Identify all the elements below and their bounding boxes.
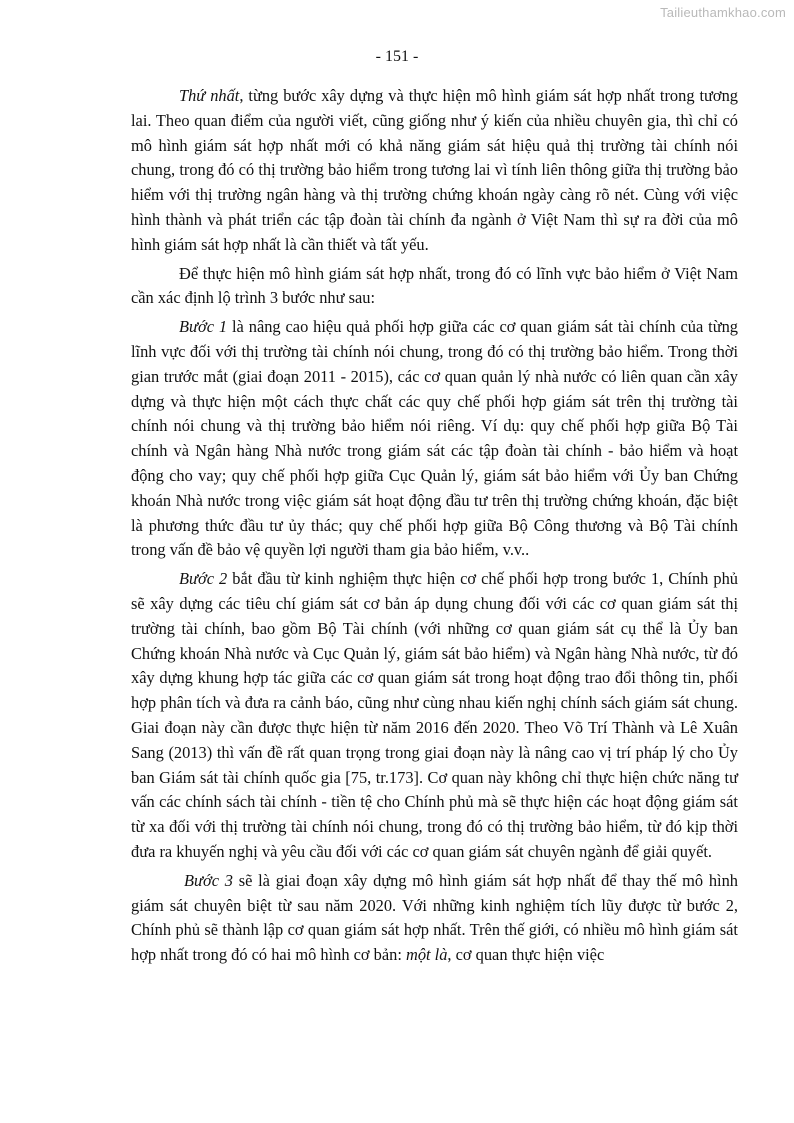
paragraph-tail: , cơ quan thực hiện việc — [447, 945, 605, 965]
paragraph-lo-trinh — [131, 262, 738, 312]
paragraph-buoc-3 — [131, 869, 738, 968]
paragraph-inline-emphasis: một là — [405, 945, 448, 965]
paragraph-text: , từng bước xây dựng và thực hiện mô hình giám sát hợp nhất trong tương lai. Theo quan điểm của người viết, cũng giống như ý kiến của nhiều chuyên gia, thì chỉ có mô hình giám sát hợp nhất mới có khả năng giám sát hiệu quả thị trường tài chính nói chung, trong đó có thị trường bảo hiểm trong tương lai vì tính liên thông giữa thị trường bảo hiểm với thị trường ngân hàng và thị trường chứng khoán ngày càng rõ nét. Cùng với việc hình thành và phát triển các tập đoàn tài chính đa ngành ở Việt Nam thì sự ra đời của mô hình giám sát hợp nhất là cần thiết và tất yếu. — [131, 86, 738, 254]
paragraph-text: bắt đầu từ kinh nghiệm thực hiện cơ chế phối hợp trong bước 1, Chính phủ sẽ xây dựng các tiêu chí giám sát cơ bản áp dụng chung đối với các cơ quan giám sát thị trường tài chính, bao gồm Bộ Tài chính (với những cơ quan giám sát cụ thể là Ủy ban Chứng khoán Nhà nước và Cục Quản lý, giám sát bảo hiểm) và Ngân hàng Nhà nước, từ đó xây dựng khung hợp tác giữa các cơ quan giám sát trong hoạt động trao đổi thông tin, phối hợp phân tích và đưa ra cảnh báo, cũng như cùng nhau kiến nghị chính sách giám sát chung. Giai đoạn này cần được thực hiện từ năm 2016 đến 2020. Theo Võ Trí Thành và Lê Xuân Sang (2013) thì vấn đề rất quan trọng trong giai đoạn này là nâng cao vị trí pháp lý cho Ủy ban Giám sát tài chính quốc gia [75, tr.173]. Cơ quan này không chỉ thực hiện chức năng tư vấn các chính sách tài chính - tiền tệ cho Chính phủ mà sẽ thực hiện các hoạt động giám sát từ xa đối với thị trường tài chính nói chung, trong đó có thị trường bảo hiểm, từ đó kịp thời đưa ra khuyến nghị và yêu cầu đối với các cơ quan giám sát chuyên ngành để giải quyết. — [131, 569, 738, 861]
paragraph-lead: Bước 3 — [184, 870, 233, 890]
watermark: Tailieuthamkhao.com — [660, 5, 786, 20]
page-number: - 151 - — [375, 48, 419, 65]
document-body — [131, 84, 738, 972]
paragraph-lead: Thứ nhất — [179, 86, 240, 105]
paragraph-lead: Bước 2 — [179, 569, 228, 589]
paragraph-text: Để thực hiện mô hình giám sát hợp nhất, trong đó có lĩnh vực bảo hiểm ở Việt Nam cần xác định lộ trình 3 bước như sau: — [131, 263, 738, 308]
paragraph-buoc-2 — [131, 567, 738, 865]
paragraph-buoc-1 — [131, 315, 738, 563]
paragraph-lead: Bước 1 — [179, 317, 228, 337]
paragraph-thu-nhat — [131, 84, 738, 258]
paragraph-text: là nâng cao hiệu quả phối hợp giữa các cơ quan giám sát tài chính của từng lĩnh vực đối với thị trường tài chính nói chung, trong đó có thị trường bảo hiểm. Trong thời gian trước mắt (giai đoạn 2011 - 2015), các cơ quan quản lý nhà nước có liên quan cần xây dựng và thực hiện một cách thực chất các quy chế phối hợp giám sát trên thị trường tài chính nói chung và thị trường bảo hiểm nói riêng. Ví dụ: quy chế phối hợp giữa Bộ Tài chính và Ngân hàng Nhà nước trong giám sát các tập đoàn tài chính - bảo hiểm và hoạt động cho vay; quy chế phối hợp giữa Cục Quản lý, giám sát bảo hiểm với Ủy ban Chứng khoán Nhà nước trong việc giám sát hoạt động đầu tư trên thị trường chứng khoán, đặc biệt là phương thức đầu tư ủy thác; quy chế phối hợp giữa Bộ Công thương và Bộ Tài chính trong vấn đề bảo vệ quyền lợi người tham gia bảo hiểm, v.v.. — [131, 317, 738, 560]
paragraph-text: sẽ là giai đoạn xây dựng mô hình giám sát hợp nhất để thay thế mô hình giám sát chuyên biệt từ sau năm 2020. Với những kinh nghiệm tích lũy được từ bước 2, Chính phủ sẽ thành lập cơ quan giám sát hợp nhất. Trên thế giới, có nhiều mô hình giám sát hợp nhất trong đó có hai mô hình cơ bản: — [131, 870, 738, 965]
